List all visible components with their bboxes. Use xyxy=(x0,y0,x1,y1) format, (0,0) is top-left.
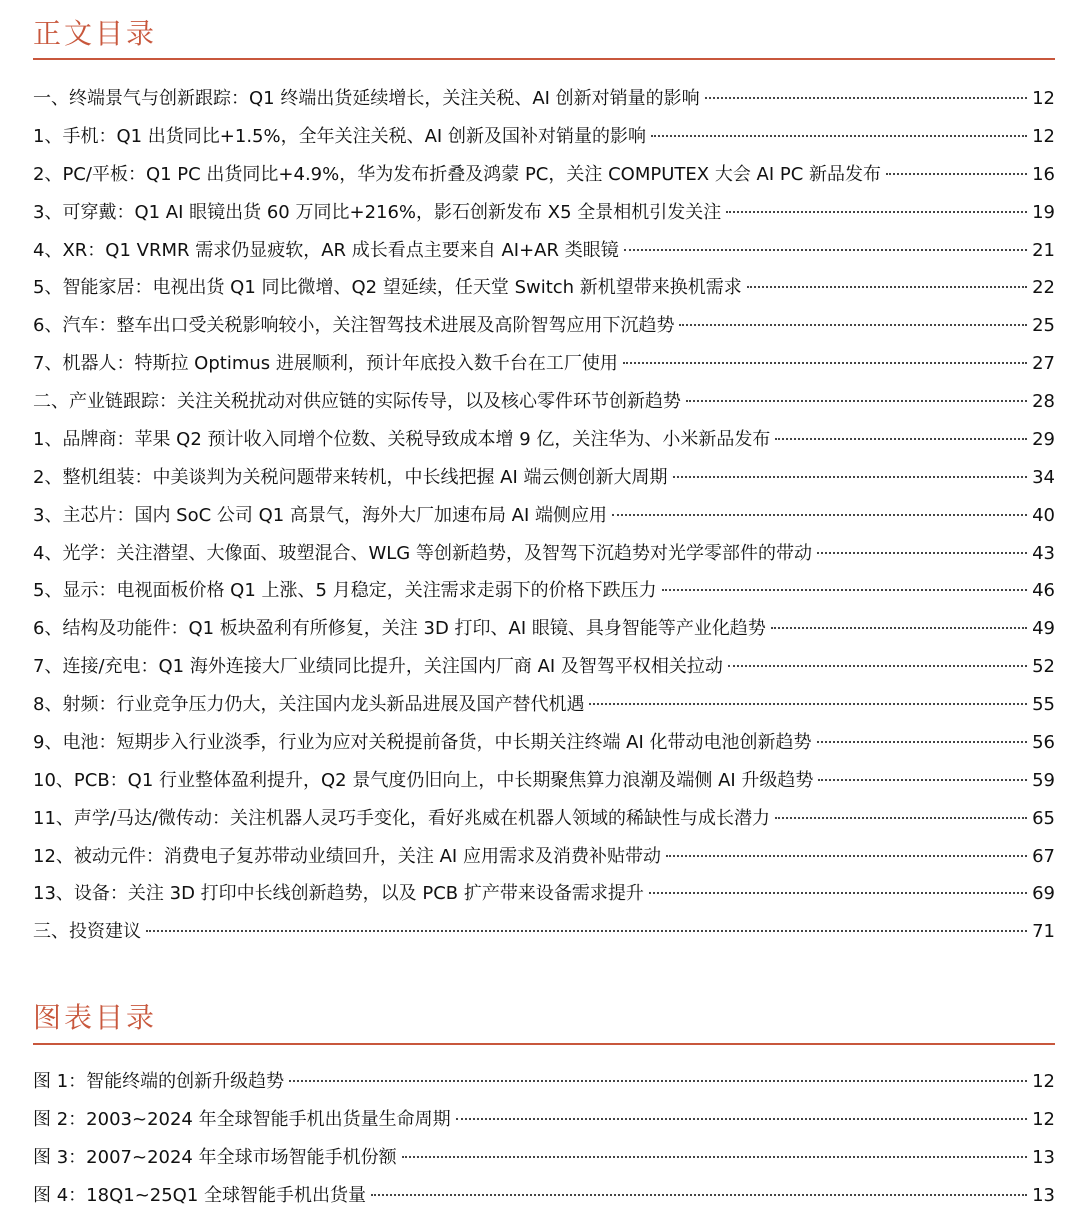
dot-leader xyxy=(289,1080,1027,1082)
toc-entry-label: 5、智能家居：电视出货 Q1 同比微增、Q2 望延续，任天堂 Switch 新机望带来换机需求 xyxy=(33,277,742,299)
toc-entry-page-number: 46 xyxy=(1032,580,1055,602)
toc-entry-page-number: 55 xyxy=(1032,694,1055,715)
toc-entry-page-number: 12 xyxy=(1032,88,1055,109)
toc-entry-page-number: 49 xyxy=(1032,618,1055,640)
toc-entry[interactable] xyxy=(33,383,1055,421)
dot-leader xyxy=(775,817,1027,819)
toc-entry-page-number: 40 xyxy=(1032,504,1055,526)
toc-entry-label: 7、连接/充电：Q1 海外连接大厂业绩同比提升，关注国内厂商 AI 及智驾平权相关拉动 xyxy=(33,656,723,678)
toc-entry-page-number: 43 xyxy=(1032,542,1055,564)
figure-entry-page-number: 13 xyxy=(1032,1184,1055,1206)
toc-entry-page-number: 27 xyxy=(1032,353,1055,375)
dot-leader xyxy=(747,286,1027,288)
toc-entry[interactable] xyxy=(33,80,1055,118)
toc-entry[interactable] xyxy=(33,269,1055,307)
dot-leader xyxy=(673,476,1028,478)
figure-entry[interactable] xyxy=(33,1177,1055,1215)
dot-leader xyxy=(612,514,1027,516)
toc-entry[interactable] xyxy=(33,194,1055,232)
toc-entry-page-number: 29 xyxy=(1032,428,1055,450)
toc-entry[interactable] xyxy=(33,118,1055,156)
toc-entry[interactable] xyxy=(33,232,1055,270)
toc-entry-label: 11、声学/马达/微传动：关注机器人灵巧手变化，看好兆威在机器人领域的稀缺性与成长潜力 xyxy=(33,807,771,829)
figure-entry[interactable] xyxy=(33,1101,1055,1139)
toc-entry[interactable] xyxy=(33,421,1055,459)
toc-entry[interactable] xyxy=(33,307,1055,345)
dot-leader xyxy=(662,589,1027,591)
dot-leader xyxy=(651,135,1027,137)
toc-entry-label: 1、品牌商：苹果 Q2 预计收入同增个位数、关税导致成本增 9 亿，关注华为、小米新品发布 xyxy=(33,428,771,450)
dot-leader xyxy=(818,779,1027,781)
figure-entry[interactable] xyxy=(33,1139,1055,1177)
toc-entry[interactable] xyxy=(33,459,1055,497)
dot-leader xyxy=(705,97,1027,99)
toc-entry-label: 13、设备：关注 3D 打印中长线创新趋势，以及 PCB 扩产带来设备需求提升 xyxy=(33,883,644,905)
dot-leader xyxy=(679,324,1027,326)
dot-leader xyxy=(886,173,1027,175)
toc-list xyxy=(33,80,1055,951)
figures-title-divider xyxy=(33,1043,1055,1045)
toc-entry[interactable] xyxy=(33,800,1055,838)
toc-entry-label: 6、结构及功能件：Q1 板块盈利有所修复，关注 3D 打印、AI 眼镜、具身智能等产业化趋势 xyxy=(33,618,766,640)
figure-entry-page-number: 12 xyxy=(1032,1108,1055,1130)
toc-entry[interactable] xyxy=(33,610,1055,648)
dot-leader xyxy=(726,211,1027,213)
dot-leader xyxy=(589,703,1027,705)
toc-entry-page-number: 59 xyxy=(1032,769,1055,791)
toc-entry[interactable] xyxy=(33,497,1055,535)
figure-entry-label: 图 2：2003~2024 年全球智能手机出货量生命周期 xyxy=(33,1108,451,1130)
dot-leader xyxy=(371,1194,1027,1196)
toc-entry-label: 二、产业链跟踪：关注关税扰动对供应链的实际传导，以及核心零件环节创新趋势 xyxy=(33,391,681,412)
toc-entry[interactable] xyxy=(33,572,1055,610)
toc-section-title: 正文目录 xyxy=(33,17,158,50)
toc-entry-page-number: 67 xyxy=(1032,845,1055,867)
toc-entry-label: 8、射频：行业竞争压力仍大，关注国内龙头新品进展及国产替代机遇 xyxy=(33,694,585,715)
toc-entry[interactable] xyxy=(33,345,1055,383)
toc-entry-page-number: 25 xyxy=(1032,315,1055,337)
figures-list xyxy=(33,1063,1055,1215)
toc-entry-label: 4、XR：Q1 VRMR 需求仍显疲软，AR 成长看点主要来自 AI+AR 类眼镜 xyxy=(33,239,619,261)
toc-entry-label: 6、汽车：整车出口受关税影响较小，关注智驾技术进展及高阶智驾应用下沉趋势 xyxy=(33,315,675,337)
dot-leader xyxy=(817,741,1028,743)
toc-entry-label: 3、可穿戴：Q1 AI 眼镜出货 60 万同比+216%，影石创新发布 X5 全景相机引发关注 xyxy=(33,201,722,223)
toc-entry-label: 2、PC/平板：Q1 PC 出货同比+4.9%，华为发布折叠及鸿蒙 PC，关注 COMPUTEX 大会 AI PC 新品发布 xyxy=(33,163,882,185)
dot-leader xyxy=(649,892,1027,894)
dot-leader xyxy=(775,438,1027,440)
toc-entry-label: 2、整机组装：中美谈判为关税问题带来转机，中长线把握 AI 端云侧创新大周期 xyxy=(33,466,668,488)
toc-entry-page-number: 71 xyxy=(1032,921,1055,943)
dot-leader xyxy=(146,930,1027,932)
toc-entry-page-number: 56 xyxy=(1032,731,1055,753)
dot-leader xyxy=(402,1156,1028,1158)
figure-entry-label: 图 1：智能终端的创新升级趋势 xyxy=(33,1071,285,1092)
toc-entry-label: 12、被动元件：消费电子复苏带动业绩回升，关注 AI 应用需求及消费补贴带动 xyxy=(33,845,661,867)
dot-leader xyxy=(728,665,1027,667)
toc-entry[interactable] xyxy=(33,156,1055,194)
figure-entry-label: 图 4：18Q1~25Q1 全球智能手机出货量 xyxy=(33,1184,367,1206)
dot-leader xyxy=(624,249,1027,251)
figure-entry-page-number: 13 xyxy=(1032,1146,1055,1168)
toc-entry-page-number: 19 xyxy=(1032,201,1055,223)
toc-entry-label: 7、机器人：特斯拉 Optimus 进展顺利，预计年底投入数千台在工厂使用 xyxy=(33,353,618,375)
toc-entry[interactable] xyxy=(33,724,1055,762)
toc-entry-label: 三、投资建议 xyxy=(33,921,141,943)
figure-entry-page-number: 12 xyxy=(1032,1071,1055,1092)
toc-entry-label: 4、光学：关注潜望、大像面、玻塑混合、WLG 等创新趋势，及智驾下沉趋势对光学零部件的带动 xyxy=(33,542,812,564)
toc-entry[interactable] xyxy=(33,648,1055,686)
toc-entry[interactable] xyxy=(33,535,1055,573)
toc-entry-label: 5、显示：电视面板价格 Q1 上涨、5 月稳定，关注需求走弱下的价格下跌压力 xyxy=(33,580,657,602)
toc-entry-page-number: 22 xyxy=(1032,277,1055,299)
toc-entry-label: 一、终端景气与创新跟踪：Q1 终端出货延续增长，关注关税、AI 创新对销量的影响 xyxy=(33,88,700,109)
toc-entry-label: 3、主芯片：国内 SoC 公司 Q1 高景气，海外大厂加速布局 AI 端侧应用 xyxy=(33,504,608,526)
toc-entry-page-number: 28 xyxy=(1032,391,1055,412)
toc-entry-label: 10、PCB：Q1 行业整体盈利提升，Q2 景气度仍旧向上，中长期聚焦算力浪潮及端侧 AI 升级趋势 xyxy=(33,769,814,791)
dot-leader xyxy=(666,855,1027,857)
toc-entry[interactable] xyxy=(33,875,1055,913)
toc-entry-page-number: 65 xyxy=(1032,807,1055,829)
toc-entry-page-number: 34 xyxy=(1032,466,1055,488)
figures-section-title: 图表目录 xyxy=(33,1001,158,1034)
toc-entry[interactable] xyxy=(33,838,1055,876)
dot-leader xyxy=(686,400,1027,402)
dot-leader xyxy=(623,362,1027,364)
toc-entry-page-number: 16 xyxy=(1032,163,1055,185)
dot-leader xyxy=(771,627,1027,629)
toc-title-divider xyxy=(33,58,1055,60)
toc-entry-label: 9、电池：短期步入行业淡季，行业为应对关税提前备货，中长期关注终端 AI 化带动电池创新趋势 xyxy=(33,731,812,753)
dot-leader xyxy=(817,552,1027,554)
toc-entry-page-number: 69 xyxy=(1032,883,1055,905)
toc-entry-label: 1、手机：Q1 出货同比+1.5%，全年关注关税、AI 创新及国补对销量的影响 xyxy=(33,125,646,147)
toc-entry[interactable] xyxy=(33,686,1055,724)
toc-entry[interactable] xyxy=(33,762,1055,800)
dot-leader xyxy=(456,1118,1028,1120)
toc-entry[interactable] xyxy=(33,913,1055,951)
figure-entry-label: 图 3：2007~2024 年全球市场智能手机份额 xyxy=(33,1146,397,1168)
figure-entry[interactable] xyxy=(33,1063,1055,1101)
toc-entry-page-number: 21 xyxy=(1032,239,1055,261)
toc-entry-page-number: 52 xyxy=(1032,656,1055,678)
toc-entry-page-number: 12 xyxy=(1032,125,1055,147)
